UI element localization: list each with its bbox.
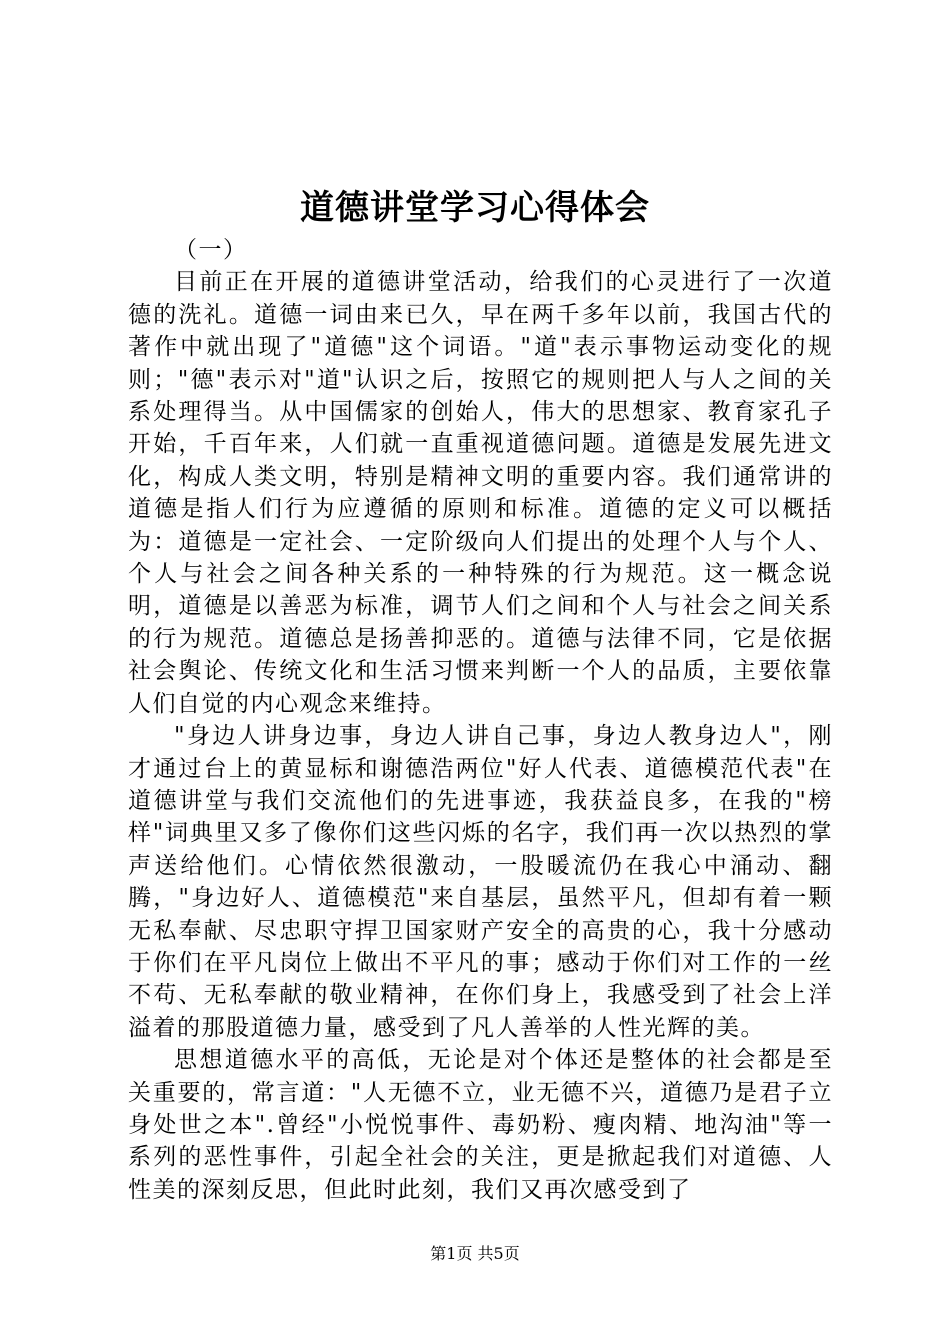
page-number-footer: 第1页 共5页 [430,1244,520,1263]
section-marker: （一） [174,237,248,263]
document-body [128,234,833,1206]
document-title: 道德讲堂学习心得体会 [300,188,650,228]
paragraph: "身边人讲身边事，身边人讲自己事，身边人教身边人"，刚才通过台上的黄显标和谢德浩两位"好人代表、道德模范代表"在道德讲堂与我们交流他们的先进事迹，我获益良多，在我的"榜样"词典里又多了像你们这些闪烁的名字，我们再一次以热烈的掌声送给他们。心情依然很激动，一股暖流仍在我心中涌动、翻腾，"身边好人、道德模范"来自基层，虽然平凡，但却有着一颗无私奉献、尽忠职守捍卫国家财产安全的高贵的心，我十分感动于你们在平凡岗位上做出不平凡的事；感动于你们对工作的一丝不苟、无私奉献的敬业精神，在你们身上，我感受到了社会上洋溢着的那股道德力量，感受到了凡人善举的人性光辉的美。 [128,723,833,1041]
paragraph: 目前正在开展的道德讲堂活动，给我们的心灵进行了一次道德的洗礼。道德一词由来已久，早在两千多年以前，我国古代的著作中就出现了"道德"这个词语。"道"表示事物运动变化的规则；"德"表示对"道"认识之后，按照它的规则把人与人之间的关系处理得当。从中国儒家的创始人，伟大的思想家、教育家孔子开始，千百年来，人们就一直重视道德问题。道德是发展先进文化，构成人类文明，特别是精神文明的重要内容。我们通常讲的道德是指人们行为应遵循的原则和标准。道德的定义可以概括为：道德是一定社会、一定阶级向人们提出的处理个人与个人、个人与社会之间各种关系的一种特殊的行为规范。这一概念说明，道德是以善恶为标准，调节人们之间和个人与社会之间关系的行为规范。道德总是扬善抑恶的。道德与法律不同，它是依据社会舆论、传统文化和生活习惯来判断一个人的品质，主要依靠人们自觉的内心观念来维持。 [128,269,833,717]
paragraph: 思想道德水平的高低，无论是对个体还是整体的社会都是至关重要的，常言道："人无德不立，业无德不兴，道德乃是君子立身处世之本".曾经"小悦悦事件、毒奶粉、瘦肉精、地沟油"等一系列的恶性事件，引起全社会的关注，更是掀起我们对道德、人性美的深刻反思，但此时此刻，我们又再次感受到了 [128,1047,833,1203]
